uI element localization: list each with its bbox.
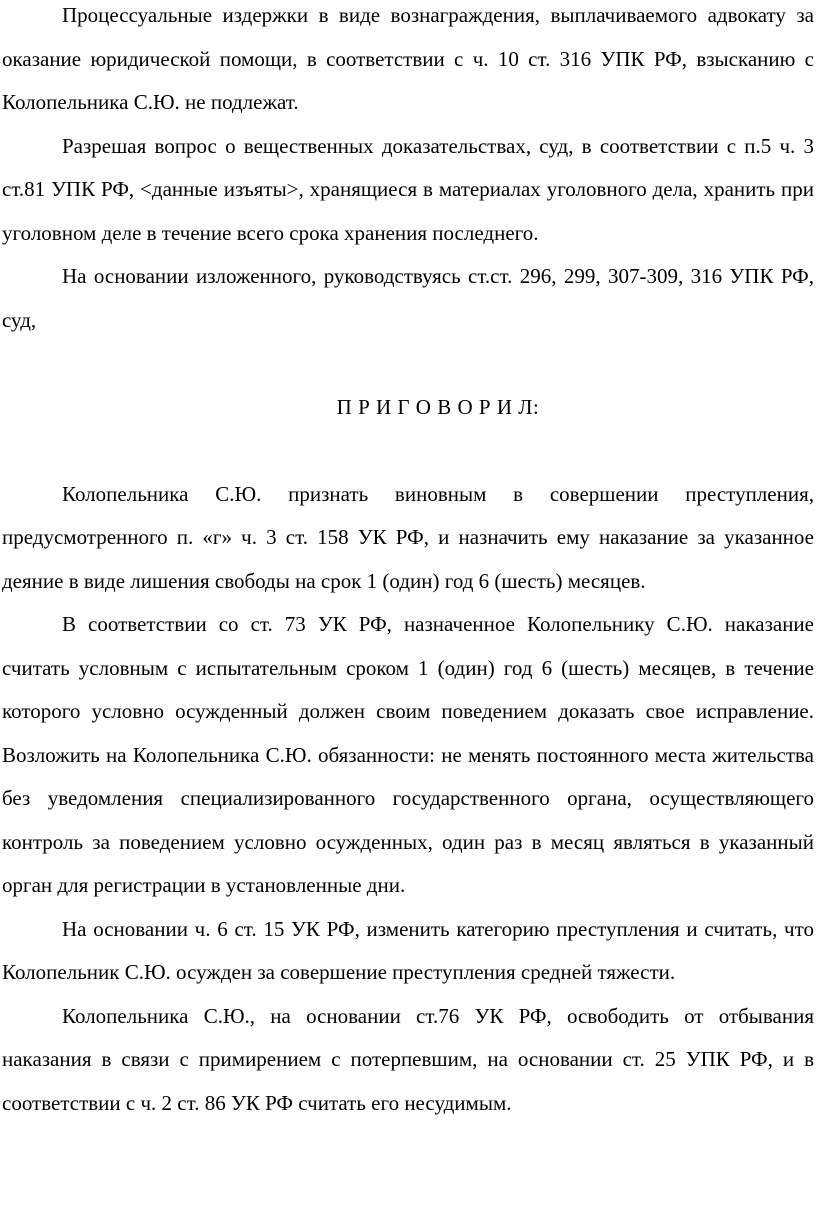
- paragraph-release: Колопельника С.Ю., на основании ст.76 УК РФ, освободить от отбывания наказания в связи с примирением с потерпевшим, на основании ст. 25 УПК РФ, и в соответствии с ч. 2 ст. 86 УК РФ считать его несудимым.: [2, 1003, 814, 1115]
- blank-line: [2, 342, 814, 386]
- verdict-heading: П Р И Г О В О Р И Л:: [336, 394, 540, 419]
- blank-line: [2, 429, 814, 473]
- paragraph-legal-basis: На основании изложенного, руководствуясь ст.ст. 296, 299, 307-309, 316 УПК РФ, суд,: [2, 264, 814, 332]
- paragraph-material-evidence: Разрешая вопрос о вещественных доказательствах, суд, в соответствии с п.5 ч. 3 ст.81 УПК РФ, <данные изъяты>, хранящиеся в материалах уголовного дела, хранить при уголовном деле в течение всего срока хранения последнего.: [2, 133, 814, 245]
- paragraph-guilty-sentence: Колопельника С.Ю. признать виновным в совершении преступления, предусмотренного п. «г» ч. 3 ст. 158 УК РФ, и назначить ему наказание за указанное деяние в виде лишения свободы на срок 1 (один) год 6 (шесть) месяцев.: [2, 481, 814, 593]
- paragraph-probation: В соответствии со ст. 73 УК РФ, назначенное Колопельнику С.Ю. наказание считать условным с испытательным сроком 1 (один) год 6 (шесть) месяцев, в течение которого условно осужденный должен своим поведением доказать свое исправление. Возложить на Колопельника С.Ю. обязанности: не менять постоянного места жительства без уведомления специализированного государственного органа, осуществляющего контроль за поведением условно осужденных, один раз в месяц являться в указанный орган для регистрации в установленные дни.: [2, 612, 814, 897]
- paragraph-category-change: На основании ч. 6 ст. 15 УК РФ, изменить категорию преступления и считать, что Колопельник С.Ю. осужден за совершение преступления средней тяжести.: [2, 916, 814, 984]
- paragraph-procedural-costs: Процессуальные издержки в виде вознаграждения, выплачиваемого адвокату за оказание юридической помощи, в соответствии с ч. 10 ст. 316 УПК РФ, взысканию с Колопельника С.Ю. не подлежат.: [2, 3, 814, 114]
